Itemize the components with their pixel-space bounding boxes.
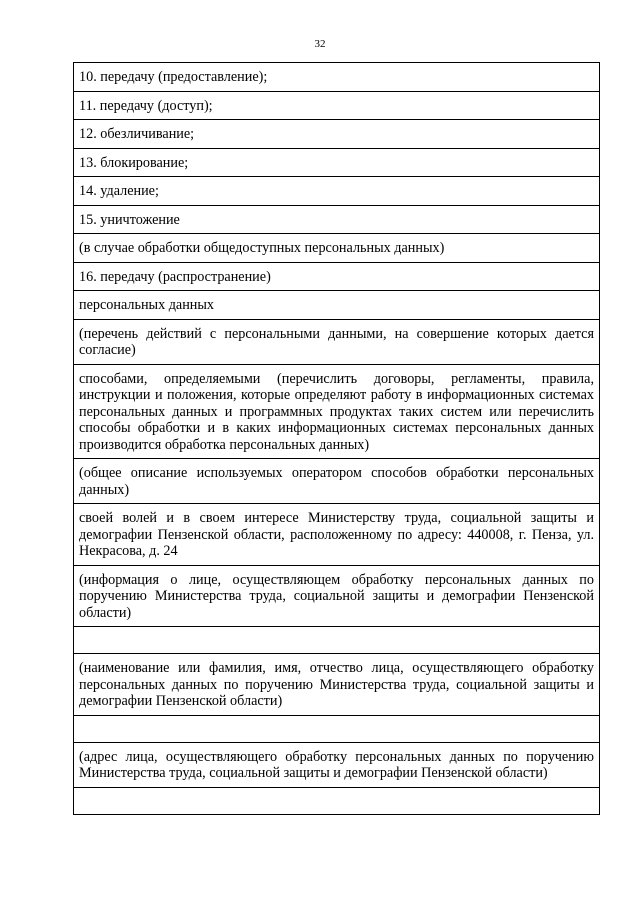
table-row [74, 177, 600, 206]
table-cell: персональных данных [74, 291, 600, 320]
table-cell: способами, определяемыми (перечислить договоры, регламенты, правила, инструкции и положения, которые определяют работу в информационных системах персональных данных и программных продуктах таких систем или перечислить способы обработки и в каких информационных системах персональных данных производится обработка персональных данных) [74, 364, 600, 459]
table-row [74, 262, 600, 291]
table-cell: 13. блокирование; [74, 148, 600, 177]
table-cell: (перечень действий с персональными данными, на совершение которых дается согласие) [74, 319, 600, 364]
table-cell-empty [74, 715, 600, 742]
page-number: 32 [314, 38, 326, 50]
table-row [74, 120, 600, 149]
table-cell: 16. передачу (распространение) [74, 262, 600, 291]
table-row [74, 654, 600, 716]
table-cell: (в случае обработки общедоступных персональных данных) [74, 234, 600, 263]
table-row [74, 148, 600, 177]
table-row [74, 742, 600, 787]
table-cell: своей волей и в своем интересе Министерству труда, социальной защиты и демографии Пензенской области, расположенному по адресу: 440008, г. Пенза, ул. Некрасова, д. 24 [74, 504, 600, 566]
table-cell: (наименование или фамилия, имя, отчество лица, осуществляющего обработку персональных данных по поручению Министерства труда, социальной защиты и демографии Пензенской области) [74, 654, 600, 716]
table-row [74, 234, 600, 263]
table-cell: 14. удаление; [74, 177, 600, 206]
table-cell: (адрес лица, осуществляющего обработку персональных данных по поручению Министерства труда, социальной защиты и демографии Пензенской области) [74, 742, 600, 787]
table-cell: 12. обезличивание; [74, 120, 600, 149]
table-row [74, 364, 600, 459]
table-row [74, 291, 600, 320]
table-cell: 11. передачу (доступ); [74, 91, 600, 120]
table-cell: 15. уничтожение [74, 205, 600, 234]
table-cell: (общее описание используемых оператором способов обработки персональных данных) [74, 459, 600, 504]
table-cell-empty [74, 627, 600, 654]
table-row [74, 459, 600, 504]
consent-form-table [73, 62, 600, 815]
table-cell: (информация о лице, осуществляющем обработку персональных данных по поручению Министерства труда, социальной защиты и демографии Пензенской области) [74, 565, 600, 627]
table-row [74, 565, 600, 627]
table-row-empty [74, 715, 600, 742]
table-row [74, 504, 600, 566]
table-row-empty [74, 787, 600, 814]
table-row [74, 319, 600, 364]
table-row [74, 205, 600, 234]
table-row [74, 91, 600, 120]
table-row-empty [74, 627, 600, 654]
table-row [74, 63, 600, 92]
table-cell: 10. передачу (предоставление); [74, 63, 600, 92]
table-cell-empty [74, 787, 600, 814]
